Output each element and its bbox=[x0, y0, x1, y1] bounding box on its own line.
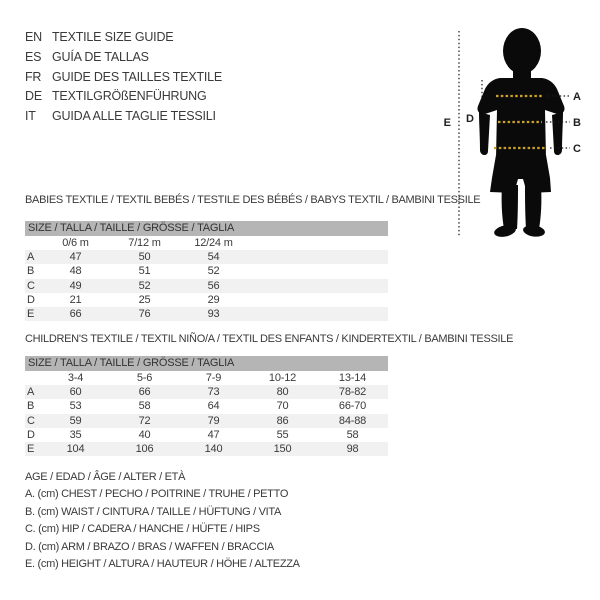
table-cell: 66-70 bbox=[338, 400, 367, 413]
measure-label-e: E bbox=[443, 117, 451, 129]
table-cell: 76 bbox=[110, 307, 179, 321]
column-header: 12/24 m bbox=[194, 237, 233, 249]
table-cell: 47 bbox=[207, 428, 220, 441]
table-cell: 84-88 bbox=[317, 414, 388, 428]
table-cell: 56 bbox=[179, 279, 248, 293]
table-cell: 29 bbox=[207, 293, 220, 306]
language-label: TEXTILGRÖßENFÜHRUNG bbox=[52, 89, 207, 104]
children-section-title: CHILDREN'S TEXTILE / TEXTIL NIÑO/A / TEXTIL DES ENFANTS / KINDERTEXTIL / BAMBINI TESSILE bbox=[25, 333, 514, 345]
language-row bbox=[25, 87, 222, 107]
table-cell: 35 bbox=[69, 428, 82, 441]
column-header: 10-12 bbox=[268, 372, 297, 384]
table-cell: 150 bbox=[248, 442, 317, 456]
child-silhouette-figure bbox=[430, 25, 595, 240]
language-code: IT bbox=[25, 109, 36, 124]
corner-cell bbox=[25, 371, 41, 385]
language-row bbox=[25, 28, 222, 48]
table-cell: 86 bbox=[248, 414, 317, 428]
legend-line-arm: D. (cm) ARM / BRAZO / BRAS / WAFFEN / BRACCIA bbox=[25, 540, 274, 553]
table-cell: 53 bbox=[69, 400, 82, 413]
table-cell: 80 bbox=[248, 385, 317, 399]
table-row bbox=[25, 264, 388, 278]
filler-cell bbox=[248, 279, 388, 293]
language-code: ES bbox=[25, 49, 42, 64]
table-cell: 55 bbox=[276, 428, 289, 441]
table-cell: 59 bbox=[41, 414, 110, 428]
table-cell: 78-82 bbox=[317, 385, 388, 399]
silhouette-left-leg bbox=[502, 185, 518, 229]
column-header-row bbox=[25, 371, 388, 385]
table-cell: 48 bbox=[69, 265, 82, 278]
corner-cell bbox=[25, 236, 41, 250]
size-header-cell: SIZE / TALLA / TAILLE / GRÖSSE / TAGLIA bbox=[25, 356, 388, 371]
table-cell: 79 bbox=[179, 414, 248, 428]
table-cell: 47 bbox=[41, 250, 110, 264]
table-header-row bbox=[25, 356, 388, 371]
legend-line-height: E. (cm) HEIGHT / ALTURA / HAUTEUR / HÖHE / ALTEZZA bbox=[25, 558, 300, 571]
table-cell: 51 bbox=[138, 265, 151, 278]
language-label: GUIDE DES TAILLES TEXTILE bbox=[52, 69, 223, 84]
table-cell: 40 bbox=[138, 428, 151, 441]
silhouette-left-arm bbox=[479, 112, 490, 155]
language-header bbox=[25, 28, 222, 127]
filler-cell bbox=[248, 250, 388, 264]
language-row bbox=[25, 68, 222, 88]
table-cell: 21 bbox=[69, 293, 82, 306]
table-cell: 72 bbox=[110, 414, 179, 428]
children-size-table bbox=[25, 356, 388, 456]
table-cell: 140 bbox=[179, 442, 248, 456]
silhouette-shirt bbox=[477, 78, 564, 158]
table-row bbox=[25, 385, 388, 399]
column-header: 0/6 m bbox=[62, 237, 89, 249]
measure-label-b: B bbox=[573, 117, 581, 129]
language-code: DE bbox=[25, 89, 42, 104]
row-label: C bbox=[25, 414, 41, 428]
table-cell: 98 bbox=[317, 442, 388, 456]
table-cell: 106 bbox=[110, 442, 179, 456]
table-cell: 54 bbox=[179, 250, 248, 264]
filler-cell bbox=[248, 293, 388, 307]
table-row bbox=[25, 428, 388, 442]
table-cell: 52 bbox=[207, 265, 220, 278]
column-header-row bbox=[25, 236, 388, 250]
silhouette-right-leg bbox=[525, 185, 541, 229]
language-label: GUÍA DE TALLAS bbox=[52, 49, 149, 64]
filler-cell bbox=[248, 307, 388, 321]
table-row bbox=[25, 250, 388, 264]
language-code: FR bbox=[25, 69, 42, 84]
table-row bbox=[25, 279, 388, 293]
language-code: EN bbox=[25, 30, 42, 44]
table-cell: 70 bbox=[276, 400, 289, 413]
table-cell: 50 bbox=[110, 250, 179, 264]
legend-line-chest: A. (cm) CHEST / PECHO / POITRINE / TRUHE / PETTO bbox=[25, 488, 289, 501]
row-label: B bbox=[27, 400, 35, 413]
column-header: 5-6 bbox=[136, 372, 153, 384]
table-cell: 66 bbox=[110, 385, 179, 399]
language-label: GUIDA ALLE TAGLIE TESSILI bbox=[52, 109, 216, 124]
row-label: E bbox=[25, 307, 41, 321]
column-header: 13-14 bbox=[338, 372, 367, 384]
measure-label-a: A bbox=[573, 91, 581, 103]
size-header-cell: SIZE / TALLA / TAILLE / GRÖSSE / TAGLIA bbox=[25, 221, 388, 236]
table-cell: 52 bbox=[110, 279, 179, 293]
row-label: C bbox=[25, 279, 41, 293]
column-header: 3-4 bbox=[67, 372, 84, 384]
table-row bbox=[25, 293, 388, 307]
row-label: A bbox=[25, 385, 41, 399]
babies-section-title: BABIES TEXTILE / TEXTIL BEBÉS / TESTILE DES BÉBÉS / BABYS TEXTIL / BAMBINI TESSILE bbox=[25, 194, 481, 206]
legend-line-hip: C. (cm) HIP / CADERA / HANCHE / HÜFTE / HIPS bbox=[25, 523, 260, 536]
table-header-row bbox=[25, 221, 388, 236]
measure-label-c: C bbox=[573, 143, 581, 155]
table-cell: 73 bbox=[179, 385, 248, 399]
legend-line-waist: B. (cm) WAIST / CINTURA / TAILLE / HÜFTUNG / VITA bbox=[25, 505, 282, 518]
column-header: 7/12 m bbox=[128, 237, 161, 249]
column-header: 7-9 bbox=[205, 372, 222, 384]
row-label: D bbox=[27, 293, 35, 306]
table-cell: 58 bbox=[346, 428, 359, 441]
filler-cell bbox=[248, 236, 388, 250]
measurement-legend bbox=[25, 469, 300, 573]
child-silhouette bbox=[477, 28, 564, 239]
table-cell: 66 bbox=[41, 307, 110, 321]
table-row bbox=[25, 414, 388, 428]
silhouette-shorts bbox=[490, 155, 551, 193]
language-row bbox=[25, 48, 222, 68]
legend-line-age: AGE / EDAD / ÂGE / ALTER / ETÀ bbox=[25, 471, 186, 483]
table-cell: 60 bbox=[41, 385, 110, 399]
row-label: D bbox=[27, 428, 35, 441]
table-row bbox=[25, 442, 388, 456]
row-label: E bbox=[25, 442, 41, 456]
table-cell: 93 bbox=[179, 307, 248, 321]
row-label: B bbox=[27, 265, 35, 278]
language-label: TEXTILE SIZE GUIDE bbox=[52, 30, 174, 44]
silhouette-right-arm bbox=[552, 112, 563, 155]
measure-label-d: D bbox=[466, 113, 474, 125]
table-cell: 104 bbox=[41, 442, 110, 456]
table-row bbox=[25, 399, 388, 413]
babies-size-table bbox=[25, 221, 388, 321]
table-cell: 58 bbox=[138, 400, 151, 413]
table-cell: 64 bbox=[207, 400, 220, 413]
row-label: A bbox=[25, 250, 41, 264]
language-row bbox=[25, 107, 222, 127]
table-cell: 25 bbox=[138, 293, 151, 306]
filler-cell bbox=[248, 264, 388, 278]
table-cell: 49 bbox=[41, 279, 110, 293]
table-row bbox=[25, 307, 388, 321]
